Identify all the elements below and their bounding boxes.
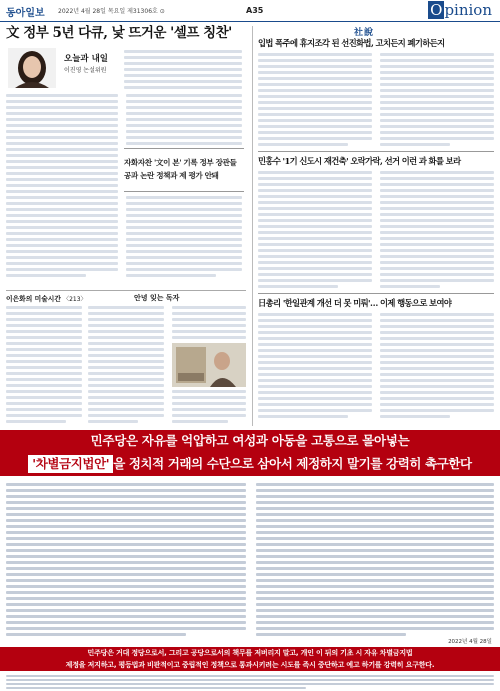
editorial-section bbox=[258, 25, 494, 427]
ad-conclusion-line-2: 제정을 저지하고, 평등법과 비판적이고 중립적인 정책으로 통과시키려는 시도를 즉시 중단하고 예고 하기를 강력히 요구한다. bbox=[65, 661, 435, 669]
section-title bbox=[428, 1, 492, 19]
pull-quote: 자화자찬 '文이 본' 기록 정부 장관들 공과 논란 정책과 제 평가 안돼 bbox=[124, 148, 244, 192]
column-headline: 文 정부 5년 다큐, 낯 뜨거운 '셀프 칭찬' bbox=[6, 25, 232, 41]
painting-image bbox=[172, 343, 246, 387]
newspaper-logo: 동아일보 bbox=[6, 8, 45, 19]
editorial-headline-2: 민홍수 '1기 신도시 재건축' 오락가락, 선거 이런 과 화를 보라 bbox=[258, 156, 461, 166]
ad-headline-boxed: '차별금지법안' bbox=[28, 455, 113, 473]
art-column-label: 이은화의 미술시간 bbox=[6, 295, 61, 303]
ad-headline-2-rest: 을 정치적 거래의 수단으로 삼아서 제정하지 말기를 강력히 촉구한다 bbox=[113, 456, 472, 471]
issue-date: 2022년 4월 28일 목요일 제31306호 ⊙ bbox=[58, 8, 165, 15]
art-column-name bbox=[6, 293, 87, 303]
ad-headline-1: 민주당은 자유를 억압하고 여성과 아동을 고통으로 몰아넣는 bbox=[0, 430, 500, 452]
advertisement bbox=[0, 430, 500, 691]
art-column bbox=[6, 293, 248, 428]
section-title-rest: pinion bbox=[444, 1, 492, 19]
page-number: A35 bbox=[246, 6, 264, 15]
column-divider bbox=[252, 26, 253, 426]
ad-conclusion bbox=[0, 647, 500, 671]
editorial-headline-1: 입법 폭주에 휴지조각 된 선진화법, 고치든지 폐기하든지 bbox=[258, 38, 445, 48]
editorial-headline-3: 日총리 '한일관계 개선 더 못 미뤄'… 이제 행동으로 보여야 bbox=[258, 298, 452, 308]
art-column-title: 안녕 잊는 독자 bbox=[134, 294, 180, 302]
ad-date: 2022년 4월 28일 bbox=[448, 639, 492, 645]
column-name: 오늘과 내일 bbox=[64, 54, 109, 64]
author-photo bbox=[8, 48, 56, 88]
editorial-divider-2 bbox=[258, 293, 494, 294]
section-initial: O bbox=[430, 1, 443, 19]
editorial-label: 社說 bbox=[354, 28, 375, 38]
masthead bbox=[0, 0, 500, 22]
opinion-column bbox=[6, 25, 248, 280]
divider bbox=[6, 290, 246, 291]
author-byline: 이진영 논설위원 bbox=[64, 67, 107, 74]
editorial-divider-1 bbox=[258, 151, 494, 152]
ad-sponsor-list bbox=[6, 673, 494, 689]
ad-conclusion-line-1: 민주당은 거대 정당으로서, 그리고 공당으로서의 책무를 저버리지 말고, 개인 이 뒤의 기초 시 자유 차별금지법 bbox=[87, 649, 413, 657]
art-column-number: 〈213〉 bbox=[63, 296, 87, 303]
ad-headline-2 bbox=[0, 452, 500, 476]
